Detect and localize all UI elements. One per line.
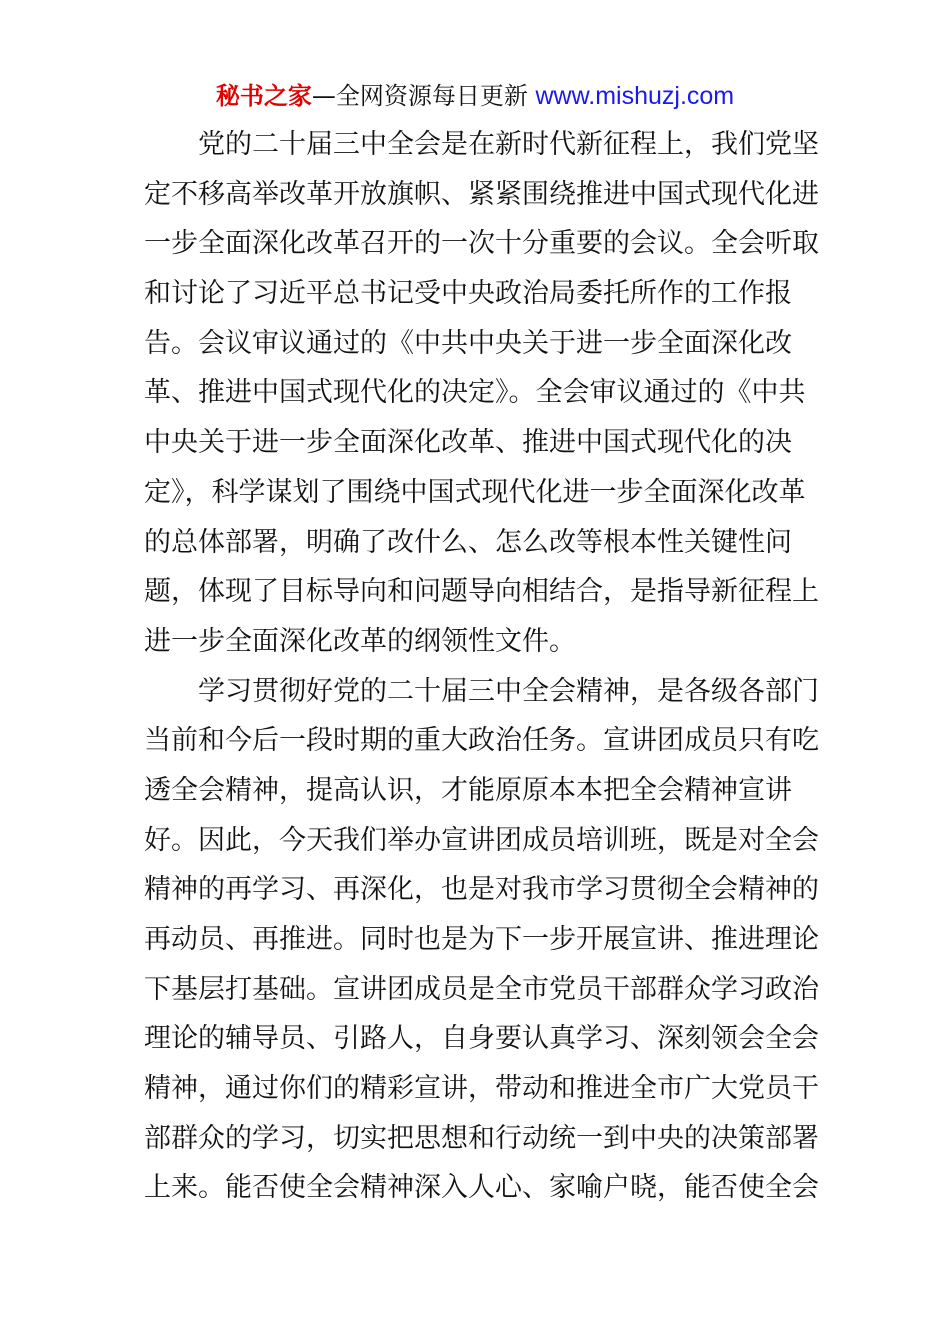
- text-line: 下基层打基础。宣讲团成员是全市党员干部群众学习政治: [144, 973, 819, 1005]
- document-body: [144, 120, 819, 1213]
- text-line: 理论的辅导员、引路人，自身要认真学习、深刻领会全会: [144, 1023, 819, 1055]
- text-line: 好。因此，今天我们举办宣讲团成员培训班，既是对全会: [144, 824, 819, 856]
- site-header: [0, 80, 950, 112]
- text-line: 透全会精神，提高认识，才能原原本本把全会精神宣讲: [144, 774, 792, 806]
- text-line: 和讨论了习近平总书记受中央政治局委托所作的工作报: [144, 278, 792, 310]
- text-line: 告。会议审议通过的《中共中央关于进一步全面深化改: [144, 327, 792, 359]
- text-line: 精神的再学习、再深化，也是对我市学习贯彻全会精神的: [144, 874, 819, 906]
- text-line: 的总体部署，明确了改什么、怎么改等根本性关键性问: [144, 526, 792, 558]
- text-line: 党的二十届三中全会是在新时代新征程上，我们党坚: [144, 129, 819, 160]
- site-brand: 秘书之家: [215, 82, 312, 110]
- text-line: 当前和今后一段时期的重大政治任务。宣讲团成员只有吃: [144, 725, 819, 757]
- text-line: 进一步全面深化改革的纲领性文件。: [144, 625, 576, 657]
- text-line: 革、推进中国式现代化的决定》。全会审议通过的《中共: [144, 377, 806, 409]
- text-line: 再动员、再推进。同时也是为下一步开展宣讲、推进理论: [144, 924, 819, 955]
- text-line: 定》，科学谋划了围绕中国式现代化进一步全面深化改革: [144, 476, 806, 508]
- text-line: 上来。能否使全会精神深入人心、家喻户晓，能否使全会: [144, 1172, 819, 1204]
- text-line: 一步全面深化改革召开的一次十分重要的会议。全会听取: [144, 228, 819, 260]
- text-line: 学习贯彻好党的二十届三中全会精神，是各级各部门: [144, 675, 819, 707]
- text-line: 中央关于进一步全面深化改革、推进中国式现代化的决: [144, 427, 792, 459]
- text-line: 部群众的学习，切实把思想和行动统一到中央的决策部署: [144, 1122, 819, 1154]
- site-url-link[interactable]: www.mishuzj.com: [535, 82, 735, 110]
- text-line: 精神，通过你们的精彩宣讲，带动和推进全市广大党员干: [144, 1073, 819, 1105]
- text-line: 题，体现了目标导向和问题导向相结合，是指导新征程上: [144, 576, 819, 608]
- site-tagline: —全网资源每日更新: [311, 82, 528, 110]
- text-line: 定不移高举改革开放旗帜、紧紧围绕推进中国式现代化进: [144, 178, 819, 210]
